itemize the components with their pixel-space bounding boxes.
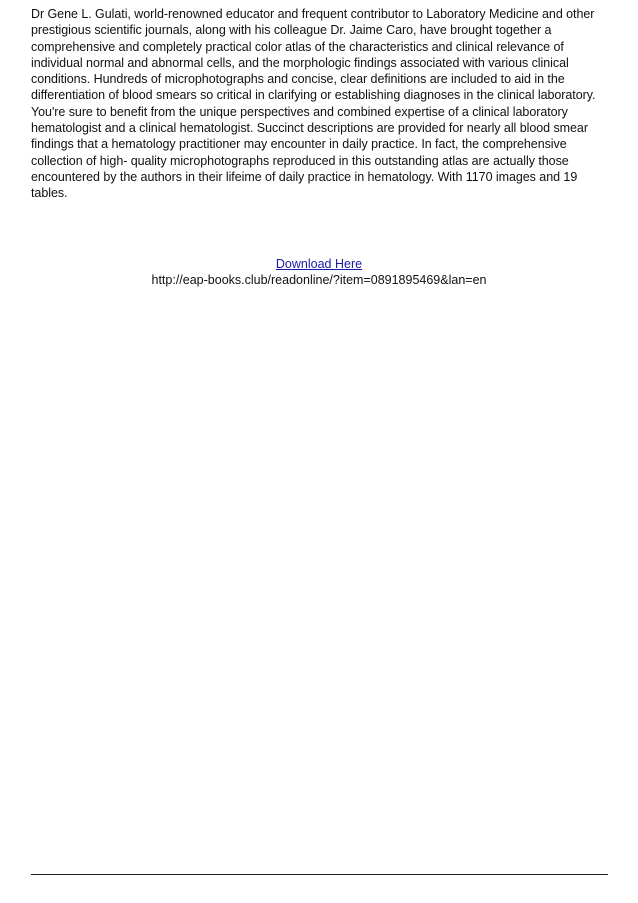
book-description: Dr Gene L. Gulati, world-renowned educator and frequent contributor to Laboratory Medicine and other prestigious scientific journals, along with his colleague Dr. Jaime Caro, have brought together a comprehensive and completely practical color atlas of the characteristics and clinical relevance of individual normal and abnormal cells, and the morphologic findings associated with various clinical conditions. Hundreds of microphotographs and concise, clear definitions are included to aid in the differentiation of blood smears so critical in clarifying or establishing diagnoses in the clinical laboratory. You're sure to benefit from the unique perspectives and combined expertise of a clinical laboratory hematologist and a clinical hematologist. Succinct descriptions are provided for nearly all blood smear findings that a hematology practitioner may encounter in daily practice. In fact, the comprehensive collection of high- quality microphotographs reproduced in this outstanding atlas are actually those encountered by the authors in their lifeime of daily practice in hematology. With 1170 images and 19 tables. xyxy=(31,7,596,201)
download-url-text: http://eap-books.club/readonline/?item=0891895469&lan=en xyxy=(151,273,487,288)
download-section xyxy=(0,256,638,289)
download-link[interactable]: Download Here xyxy=(275,257,363,271)
footer-divider xyxy=(31,874,608,875)
